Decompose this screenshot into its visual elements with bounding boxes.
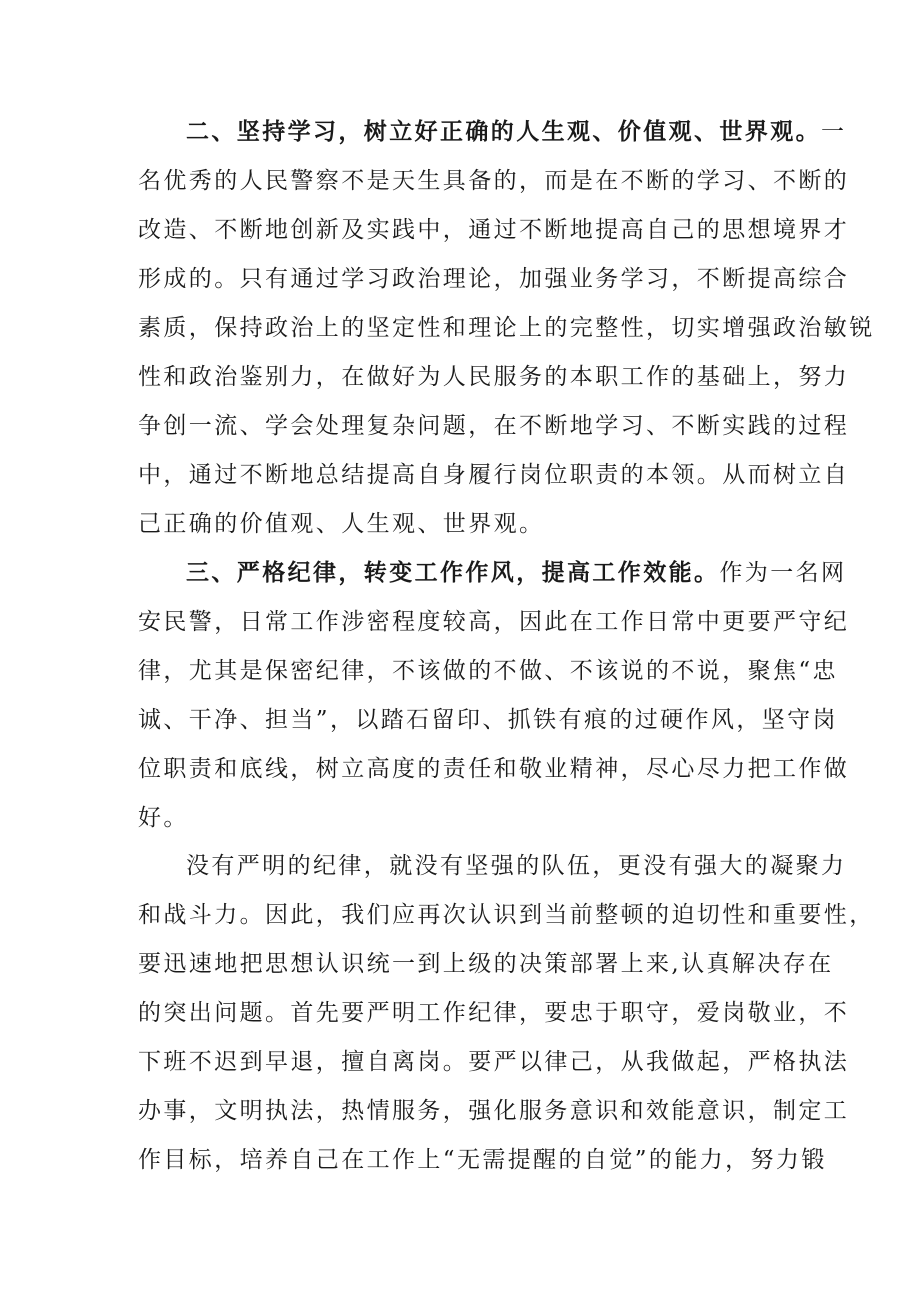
body-line: 和战斗力。因此，我们应再次认识到当前整顿的迫切性和重要性， <box>138 902 875 928</box>
body-text: 一 <box>821 119 847 145</box>
body-line: 好。 <box>138 805 189 831</box>
body-line: 律，尤其是保密纪律，不该做的不做、不该说的不说，聚焦“忠 <box>138 658 838 684</box>
body-line: 下班不迟到早退，擅自离岗。要严以律己，从我做起，严格执法 <box>138 1049 850 1075</box>
body-text: 作为一名网 <box>719 560 847 586</box>
body-line: 位职责和底线，树立高度的责任和敬业精神，尽心尽力把工作做 <box>138 756 850 782</box>
section2-first-line <box>186 117 846 147</box>
section2-heading: 二、坚持学习，树立好正确的人生观、价值观、世界观。 <box>186 119 821 145</box>
body-line: 名优秀的人民警察不是天生具备的，而是在不断的学习、不断的 <box>138 168 850 194</box>
body-line: 争创一流、学会处理复杂问题，在不断地学习、不断实践的过程 <box>138 413 850 439</box>
body-line: 素质，保持政治上的坚定性和理论上的完整性，切实增强政治敏锐 <box>138 315 875 341</box>
body-line: 作目标，培养自己在工作上“无需提醒的自觉”的能力，努力锻 <box>138 1147 827 1173</box>
paragraph4-first-line: 没有严明的纪律，就没有坚强的队伍，更没有强大的凝聚力 <box>186 853 847 879</box>
body-line: 性和政治鉴别力，在做好为人民服务的本职工作的基础上，努力 <box>138 364 850 390</box>
body-line: 要迅速地把思想认识统一到上级的决策部署上来,认真解决存在 <box>138 951 834 977</box>
section3-heading: 三、严格纪律，转变工作作风，提高工作效能。 <box>186 560 720 586</box>
body-line: 诚、干净、担当”，以踏石留印、抓铁有痕的过硬作风，坚守岗 <box>138 707 838 733</box>
body-line: 安民警，日常工作涉密程度较高，因此在工作日常中更要严守纪 <box>138 609 850 635</box>
section3-first-line <box>186 558 846 588</box>
body-line: 己正确的价值观、人生观、世界观。 <box>138 511 545 537</box>
body-line: 形成的。只有通过学习政治理论，加强业务学习，不断提高综合 <box>138 266 850 292</box>
body-line: 的突出问题。首先要严明工作纪律，要忠于职守，爱岗敬业，不 <box>138 1000 850 1026</box>
body-line: 改造、不断地创新及实践中，通过不断地提高自己的思想境界才 <box>138 217 850 243</box>
body-line: 办事，文明执法，热情服务，强化服务意识和效能意识，制定工 <box>138 1098 850 1124</box>
body-line: 中，通过不断地总结提高自身履行岗位职责的本领。从而树立自 <box>138 462 850 488</box>
